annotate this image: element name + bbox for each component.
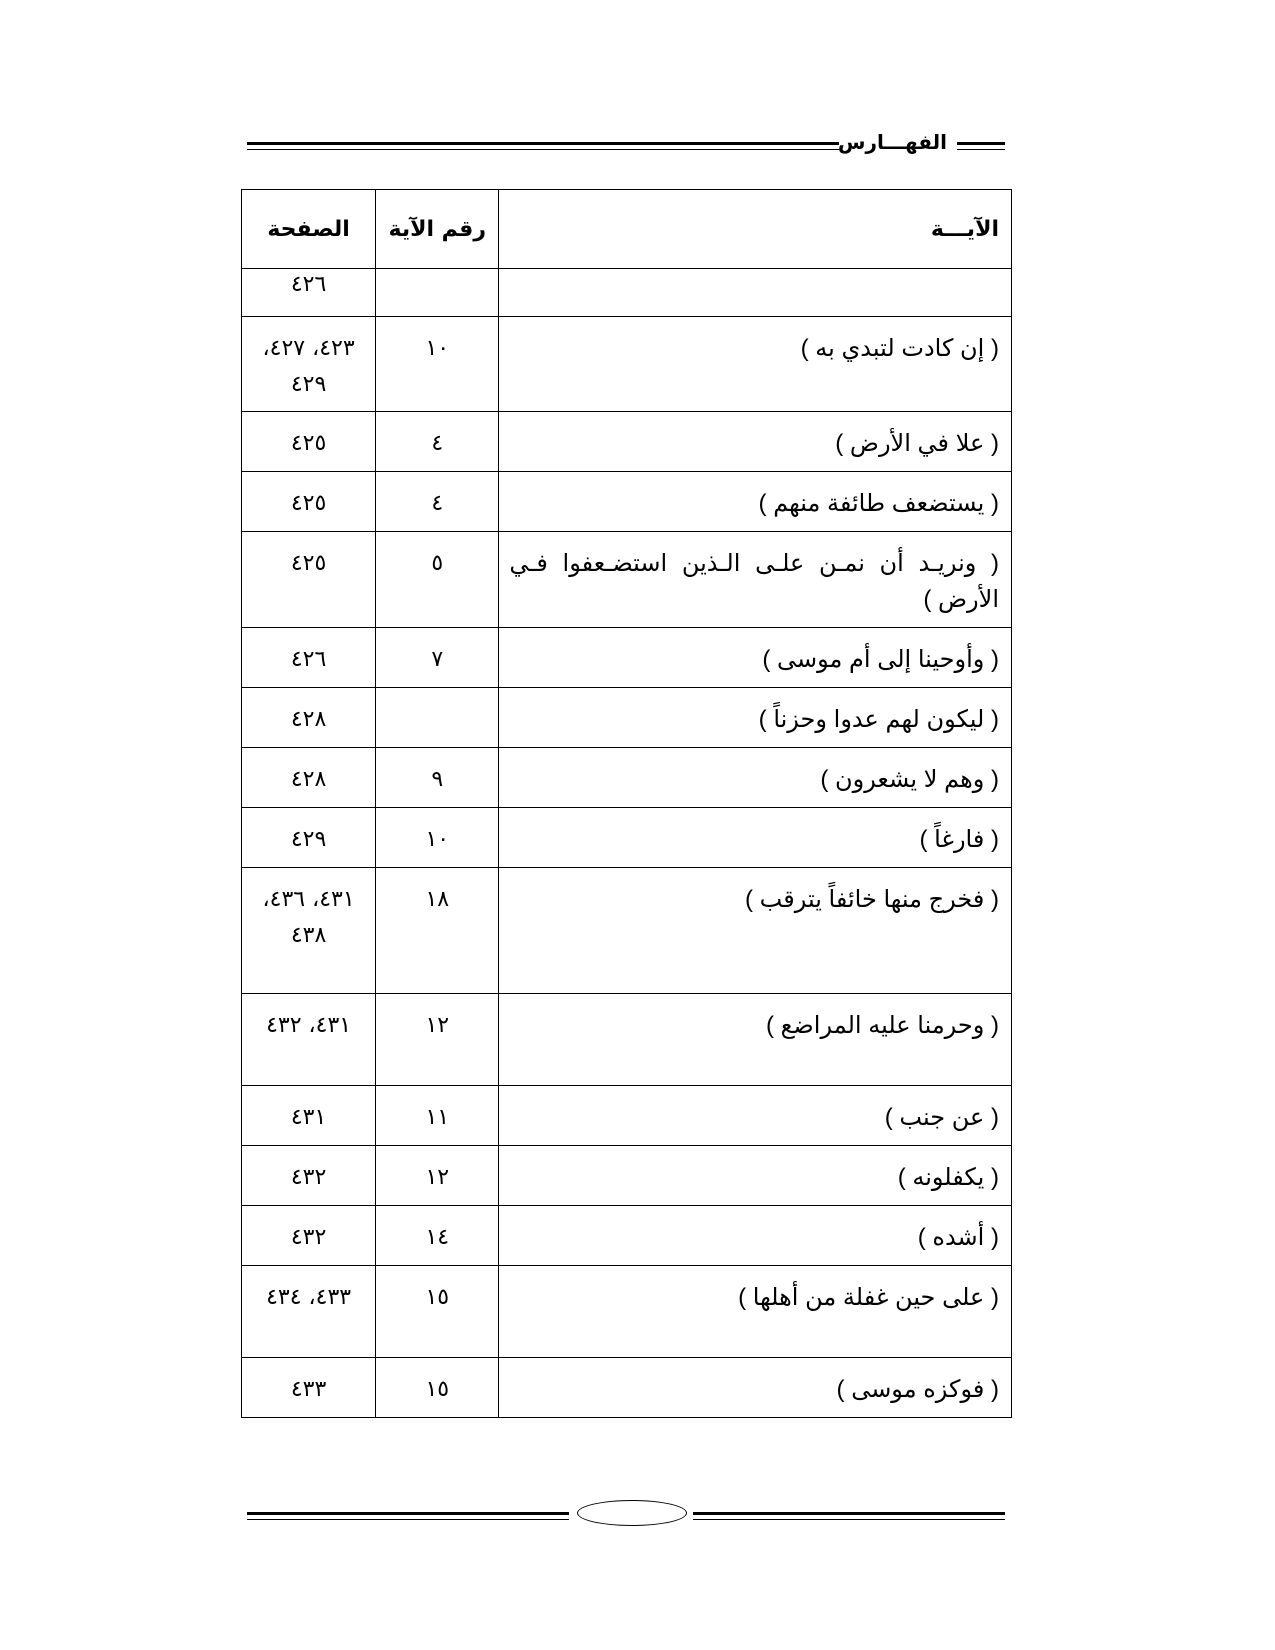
- verse-text-cell: ( يكفلونه ): [499, 1146, 1012, 1206]
- verse-number-cell: ١٢: [376, 994, 499, 1086]
- table-body: [242, 269, 1012, 1418]
- page-reference-cell: ٤٣١: [242, 1086, 376, 1146]
- table-row: [242, 1206, 1012, 1266]
- verse-number-cell: ١٥: [376, 1358, 499, 1418]
- verse-text-cell: ( وهم لا يشعرون ): [499, 748, 1012, 808]
- verse-text-cell: ( ونريـد أن نمـن علـى الـذين استضـعفوا فـي الأرض ): [499, 532, 1012, 628]
- verse-number-cell: ٥: [376, 532, 499, 628]
- verse-number-cell: ٩: [376, 748, 499, 808]
- table-row: [242, 994, 1012, 1086]
- page-reference-cell: ٤٢٦: [242, 269, 376, 317]
- verse-text-cell: ( فوكزه موسى ): [499, 1358, 1012, 1418]
- verse-number-cell: ٤: [376, 472, 499, 532]
- page-reference-cell: ٤٣٣، ٤٣٤: [242, 1266, 376, 1358]
- table-row: [242, 748, 1012, 808]
- verse-text-cell: ( وحرمنا عليه المراضع ): [499, 994, 1012, 1086]
- verse-text-cell: ( وأوحينا إلى أم موسى ): [499, 628, 1012, 688]
- verse-number-cell: ١٥: [376, 1266, 499, 1358]
- table-header-row: [242, 190, 1012, 269]
- verse-text-cell: ( إن كادت لتبدي به ): [499, 317, 1012, 412]
- page-reference-cell: ٤٢٥: [242, 472, 376, 532]
- page-reference-cell: ٤٢٨: [242, 688, 376, 748]
- page-reference-cell: ٤٢٦: [242, 628, 376, 688]
- table-row: [242, 688, 1012, 748]
- table-row: [242, 269, 1012, 317]
- table-row: [242, 412, 1012, 472]
- verse-text-cell: ( فارغاً ): [499, 808, 1012, 868]
- page-reference-cell: ٤٢٩: [242, 808, 376, 868]
- table-row: [242, 1358, 1012, 1418]
- page-reference-cell: ٤٢٥: [242, 532, 376, 628]
- page-reference-cell: ٤٣١، ٤٣٢: [242, 994, 376, 1086]
- header-short-double-rule: [957, 142, 1005, 150]
- verse-text-cell: ( على حين غفلة من أهلها ): [499, 1266, 1012, 1358]
- page-reference-cell: ٤٣١، ٤٣٦، ٤٣٨: [242, 868, 376, 994]
- verse-number-cell: [376, 269, 499, 317]
- verse-number-cell: ٧: [376, 628, 499, 688]
- footer-right-double-rule: [693, 1512, 1005, 1520]
- page-reference-cell: ٤٢٨: [242, 748, 376, 808]
- verse-text-cell: [499, 269, 1012, 317]
- verse-number-cell: ١٠: [376, 808, 499, 868]
- page-reference-cell: ٤٣٣: [242, 1358, 376, 1418]
- page-footer: [247, 1500, 1005, 1530]
- page-number-oval: [577, 1500, 687, 1526]
- column-header-verse-number: رقم الآية: [376, 190, 499, 269]
- verse-text-cell: ( أشده ): [499, 1206, 1012, 1266]
- verse-text-cell: ( عن جنب ): [499, 1086, 1012, 1146]
- verse-text-cell: ( علا في الأرض ): [499, 412, 1012, 472]
- verse-number-cell: ١١: [376, 1086, 499, 1146]
- page-reference-cell: ٤٢٣، ٤٢٧، ٤٢٩: [242, 317, 376, 412]
- verse-number-cell: [376, 688, 499, 748]
- verse-text-cell: ( فخرج منها خائفاً يترقب ): [499, 868, 1012, 994]
- verse-text-cell: ( ليكون لهم عدوا وحزناً ): [499, 688, 1012, 748]
- header-long-double-rule: [247, 142, 839, 150]
- verse-number-cell: ١٤: [376, 1206, 499, 1266]
- footer-left-double-rule: [247, 1512, 569, 1520]
- page-reference-cell: ٤٣٢: [242, 1146, 376, 1206]
- header-title: الفهـــارس: [837, 130, 947, 154]
- table-row: [242, 317, 1012, 412]
- page-header: [247, 132, 1005, 156]
- table-row: [242, 628, 1012, 688]
- table-row: [242, 1086, 1012, 1146]
- verse-text-cell: ( يستضعف طائفة منهم ): [499, 472, 1012, 532]
- table-row: [242, 472, 1012, 532]
- verse-number-cell: ١٨: [376, 868, 499, 994]
- table-row: [242, 868, 1012, 994]
- column-header-verse: الآيـــة: [499, 190, 1012, 269]
- table-row: [242, 808, 1012, 868]
- verse-number-cell: ١٠: [376, 317, 499, 412]
- table-row: [242, 1266, 1012, 1358]
- column-header-page: الصفحة: [242, 190, 376, 269]
- verse-index-table: [241, 189, 1012, 1418]
- page-reference-cell: ٤٣٢: [242, 1206, 376, 1266]
- table-row: [242, 1146, 1012, 1206]
- page-reference-cell: ٤٢٥: [242, 412, 376, 472]
- verse-number-cell: ٤: [376, 412, 499, 472]
- verse-number-cell: ١٢: [376, 1146, 499, 1206]
- table-row: [242, 532, 1012, 628]
